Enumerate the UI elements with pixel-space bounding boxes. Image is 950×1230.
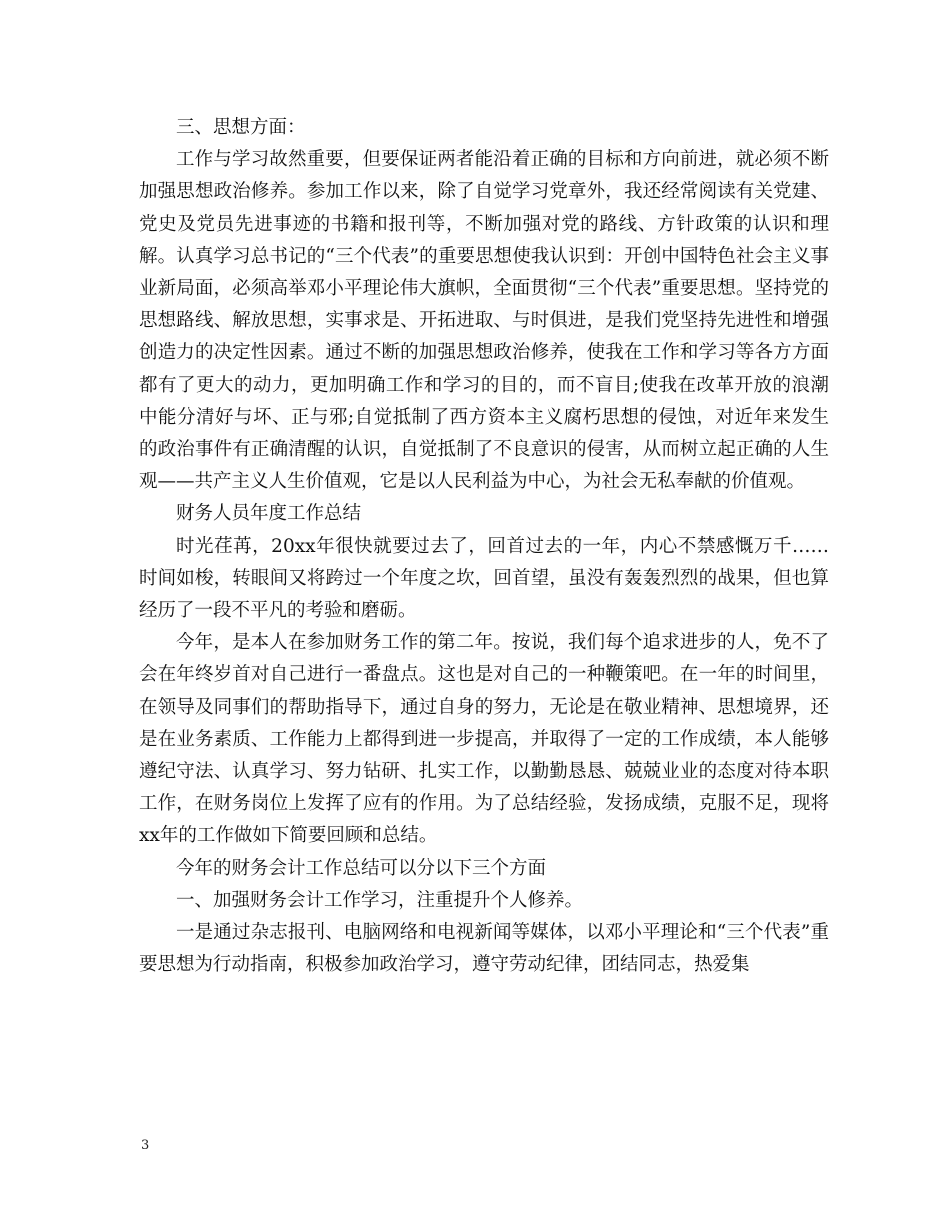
paragraph-second-year: 今年，是本人在参加财务工作的第二年。按说，我们每个追求进步的人，免不了会在年终岁首对自己进行一番盘点。这也是对自己的一种鞭策吧。在一年的时间里，在领导及同事们的帮助指导下，通过自身的努力，无论是在敬业精神、思想境界，还是在业务素质、工作能力上都得到进一步提高，并取得了一定的工作成绩，本人能够遵纪守法、认真学习、努力钻研、扎实工作，以勤勤恳恳、兢兢业业的态度对待本职工作，在财务岗位上发挥了应有的作用。为了总结经验，发扬成绩，克服不足，现将xx年的工作做如下简要回顾和总结。 bbox=[139, 632, 829, 847]
document-title-finance-summary: 财务人员年度工作总结 bbox=[176, 503, 362, 525]
section-heading-study: 一、加强财务会计工作学习，注重提升个人修养。 bbox=[176, 889, 584, 911]
paragraph-three-aspects: 今年的财务会计工作总结可以分以下三个方面 bbox=[176, 857, 547, 879]
paragraph-ideology-body: 工作与学习故然重要，但要保证两者能沿着正确的目标和方向前进，就必须不断加强思想政治修养。参加工作以来，除了自觉学习党章外，我还经常阅读有关党建、党史及党员先进事迹的书籍和报刊等，不断加强对党的路线、方针政策的认识和理解。认真学习总书记的“三个代表”的重要思想使我认识到：开创中国特色社会主义事业新局面，必须高举邓小平理论伟大旗帜，全面贯彻“三个代表”重要思想。坚持党的思想路线、解放思想，实事求是、开拓进取、与时俱进，是我们党坚持先进性和增强创造力的决定性因素。通过不断的加强思想政治修养，使我在工作和学习等各方方面都有了更大的动力，更加明确工作和学习的目的，而不盲目;使我在改革开放的浪潮中能分清好与坏、正与邪;自觉抵制了西方资本主义腐朽思想的侵蚀，对近年来发生的政治事件有正确清醒的认识，自觉抵制了不良意识的侵害，从而树立起正确的人生观——共产主义人生价值观，它是以人民利益为中心，为社会无私奉献的价值观。 bbox=[139, 149, 829, 493]
paragraph-intro: 时光荏苒，20xx年很快就要过去了，回首过去的一年，内心不禁感慨万千……时间如梭，转眼间又将跨过一个年度之坎，回首望，虽没有轰轰烈烈的战果，但也算经历了一段不平凡的考验和磨砺。 bbox=[139, 535, 829, 622]
section-heading-ideology: 三、思想方面： bbox=[176, 117, 306, 138]
paragraph-study-first: 一是通过杂志报刊、电脑网络和电视新闻等媒体，以邓小平理论和“三个代表”重要思想为行动指南，积极参加政治学习，遵守劳动纪律，团结同志，热爱集 bbox=[139, 922, 829, 976]
document-body bbox=[139, 112, 829, 981]
page-number: 3 bbox=[141, 1138, 150, 1153]
